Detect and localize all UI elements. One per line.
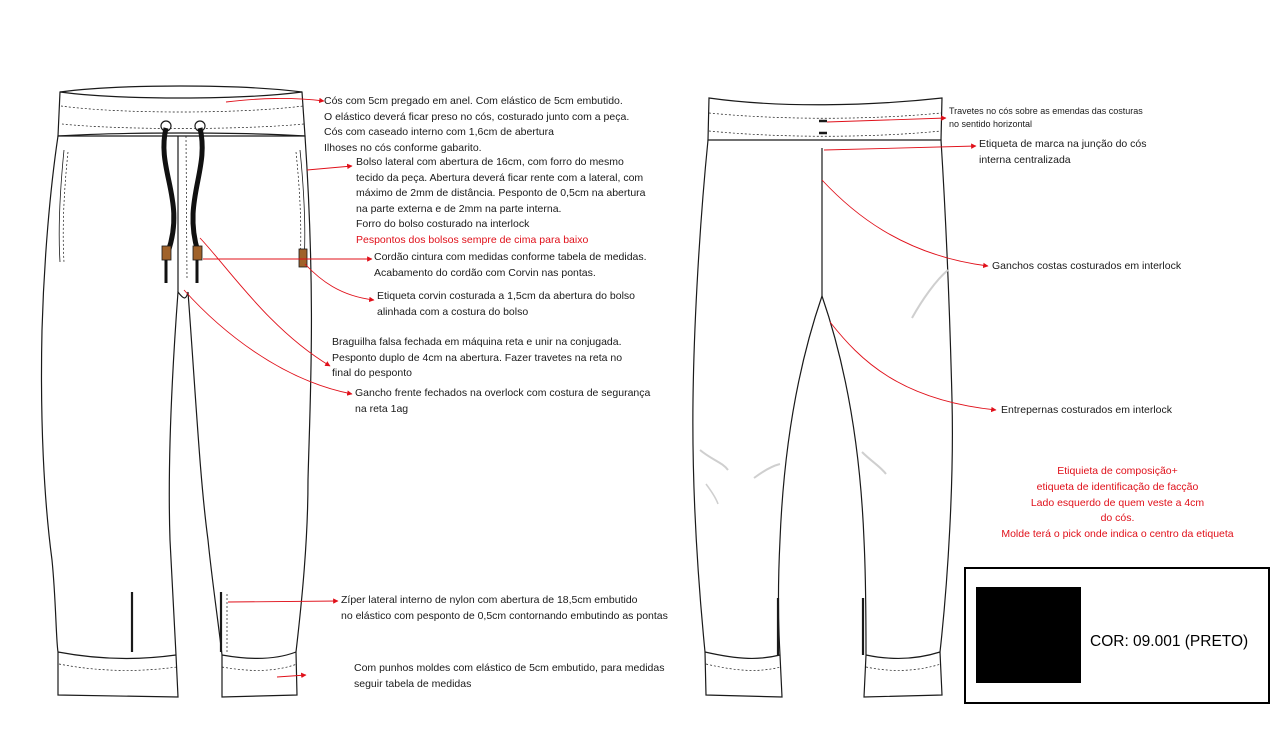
callout-corvin-label bbox=[377, 289, 635, 320]
callout-line: Bolso lateral com abertura de 16cm, com forro do mesmo bbox=[356, 156, 624, 168]
back-view bbox=[693, 98, 953, 697]
callout-line: Cós com 5cm pregado em anel. Com elástico de 5cm embutido. bbox=[324, 95, 623, 107]
back-leg-outline bbox=[693, 140, 953, 697]
callout-inseam bbox=[1001, 403, 1172, 419]
color-box bbox=[964, 567, 1270, 704]
callout-brand-label bbox=[979, 137, 1147, 168]
composition-note bbox=[975, 464, 1260, 543]
callout-line: Etiqueta corvin costurada a 1,5cm da abertura do bolso bbox=[377, 290, 635, 302]
callout-bartacks bbox=[949, 105, 1143, 131]
front-view bbox=[41, 86, 311, 697]
composition-line: Lado esquerdo de quem veste a 4cm bbox=[1030, 496, 1205, 509]
callout-line: Acabamento do cordão com Corvin nas pontas. bbox=[374, 266, 596, 279]
callout-line: Forro do bolso costurado na interlock bbox=[356, 218, 530, 230]
callout-line: Com punhos moldes com elástico de 5cm embutido, para medidas bbox=[354, 662, 665, 674]
callout-drawcord bbox=[374, 250, 647, 281]
callout-line: Etiqueta de marca na junção do cós bbox=[979, 138, 1147, 150]
callout-line: Cordão cintura com medidas conforme tabela de medidas. bbox=[374, 251, 647, 263]
callout-side-pocket bbox=[356, 155, 646, 248]
callout-line: tecido da peça. Abertura deverá ficar rente com a lateral, com bbox=[356, 171, 644, 184]
callout-line: seguir tabela de medidas bbox=[354, 677, 472, 690]
callout-line: Pesponto duplo de 4cm na abertura. Fazer travetes na reta no bbox=[332, 351, 623, 364]
callout-line: O elástico deverá ficar preso no cós, costurado junto com a peça. bbox=[324, 110, 630, 123]
callout-zipper bbox=[341, 593, 668, 624]
callout-line: no elástico com pesponto de 0,5cm contornando embutindo as pontas bbox=[341, 609, 668, 622]
callout-line: Ganchos costas costurados em interlock bbox=[992, 260, 1182, 272]
front-leg-outline bbox=[41, 136, 311, 697]
callout-back-crotch bbox=[992, 259, 1181, 275]
front-waistband bbox=[58, 86, 305, 136]
callout-line: Zíper lateral interno de nylon com abertura de 18,5cm embutido bbox=[341, 594, 638, 606]
composition-line: do cós. bbox=[1100, 512, 1135, 525]
callout-line: no sentido horizontal bbox=[949, 119, 1033, 129]
callout-line: Entrepernas costurados em interlock bbox=[1001, 404, 1172, 416]
composition-line: Etiquieta de composição+ bbox=[1057, 465, 1178, 477]
callout-line: na reta 1ag bbox=[355, 402, 409, 415]
leader-pocket bbox=[307, 166, 352, 170]
color-label: COR: 09.001 (PRETO) bbox=[1090, 633, 1249, 650]
callout-line: interna centralizada bbox=[979, 153, 1071, 166]
leader-corvin bbox=[305, 264, 374, 300]
callout-line: máximo de 2mm de distância. Pesponto de 0,5cm na abertura bbox=[356, 187, 646, 199]
callout-line: Gancho frente fechados na overlock com costura de segurança bbox=[355, 387, 651, 399]
callout-line: na parte externa e de 2mm na parte interna. bbox=[356, 202, 562, 215]
composition-line: etiqueta de identificação de facção bbox=[1036, 480, 1199, 493]
callout-cuffs bbox=[354, 661, 665, 692]
callout-line: final do pesponto bbox=[332, 367, 412, 379]
pocket-warning: Pespontos dos bolsos sempre de cima para baixo bbox=[356, 233, 589, 246]
callout-waistband bbox=[324, 94, 629, 156]
color-swatch bbox=[976, 587, 1081, 683]
callout-line: Travetes no cós sobre as emendas das costuras bbox=[949, 106, 1143, 116]
callout-line: Ilhoses no cós conforme gabarito. bbox=[324, 141, 482, 154]
callout-fake-fly bbox=[332, 335, 622, 382]
composition-line: Molde terá o pick onde indica o centro da etiqueta bbox=[1001, 528, 1234, 541]
callout-line: Braguilha falsa fechada em máquina reta e unir na conjugada. bbox=[332, 336, 622, 348]
callout-front-crotch bbox=[355, 386, 650, 417]
callout-line: alinhada com a costura do bolso bbox=[377, 305, 529, 318]
callout-line: Cós com caseado interno com 1,6cm de abertura bbox=[324, 126, 554, 138]
